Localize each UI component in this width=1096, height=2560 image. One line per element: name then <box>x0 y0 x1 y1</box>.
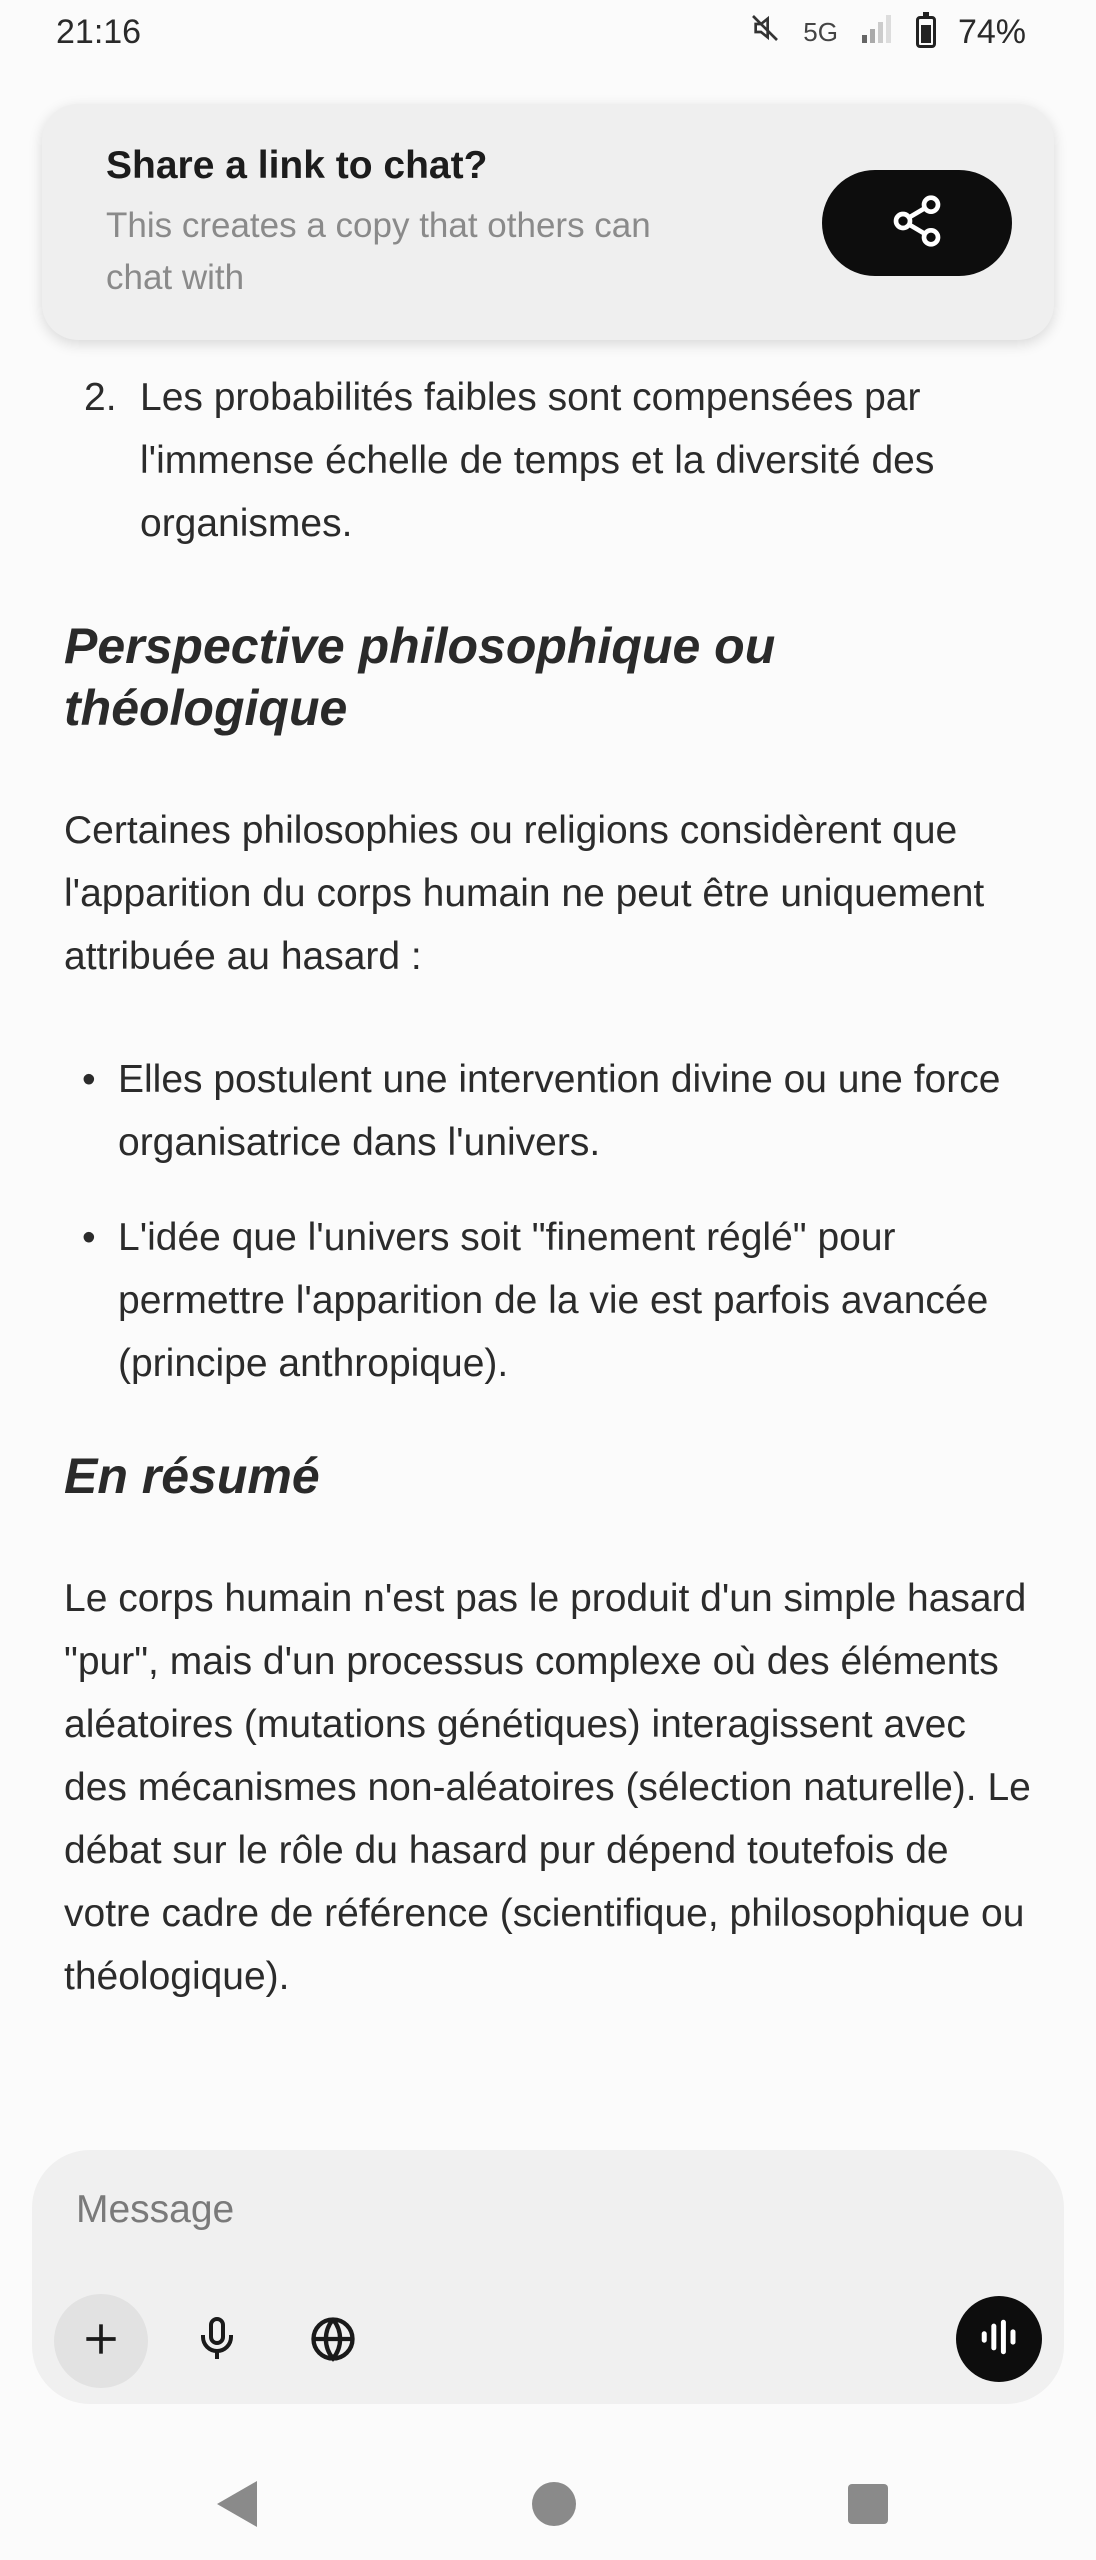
recents-icon <box>847 2483 889 2530</box>
heading-perspective: Perspective philosophique ou théologique <box>64 618 776 736</box>
message-input[interactable] <box>76 2188 976 2232</box>
heading-summary: En résumé <box>64 1448 320 1504</box>
voice-mode-icon <box>976 2314 1022 2365</box>
bullet-dot <box>64 1206 118 1395</box>
bullet-list <box>64 1048 1034 1395</box>
share-prompt-title: Share a link to chat? <box>106 144 488 187</box>
navigation-bar <box>0 2450 1096 2560</box>
bullet-text: L'idée que l'univers soit "finement réglé" pour permettre l'apparition de la vie est parfois avancée (principe anthropique). <box>118 1216 989 1385</box>
share-prompt-subtitle: This creates a copy that others can chat with <box>106 206 651 297</box>
bullet-dot <box>64 1048 118 1174</box>
paragraph-summary: Le corps humain n'est pas le produit d'un simple hasard "pur", mais d'un processus complexe où des éléments aléatoires (mutations génétiques) interagissent avec des mécanismes non-aléatoires (sélection naturelle). Le débat sur le rôle du hasard pur dépend toutefois de votre cadre de référence (scientifique, philosophique ou théologique). <box>64 1577 1031 1998</box>
paragraph-perspective: Certaines philosophies ou religions considèrent que l'apparition du corps humain ne peut être uniquement attribuée au hasard : <box>64 809 985 978</box>
share-icon <box>889 193 945 254</box>
voice-mode-button[interactable] <box>956 2296 1042 2382</box>
message-composer <box>32 2150 1064 2404</box>
share-link-prompt <box>42 104 1054 340</box>
battery-level: 74% <box>957 12 1026 51</box>
mute-icon <box>749 12 781 53</box>
globe-icon <box>307 2313 359 2370</box>
ordered-list-item <box>64 366 1034 555</box>
list-item-text: Les probabilités faibles sont compensées par l'immense échelle de temps et la diversité des organismes. <box>140 376 935 545</box>
list-number: 2. <box>84 376 117 419</box>
assistant-message <box>64 366 1034 2008</box>
home-icon <box>531 2481 577 2532</box>
dictation-button[interactable] <box>170 2294 264 2388</box>
list-item <box>64 1048 1034 1174</box>
status-time: 21:16 <box>56 12 142 51</box>
back-icon <box>213 2479 259 2534</box>
status-bar <box>0 0 1096 64</box>
bullet-text: Elles postulent une intervention divine ou une force organisatrice dans l'univers. <box>118 1058 1001 1164</box>
microphone-icon <box>193 2315 241 2368</box>
network-type: 5G <box>803 16 838 47</box>
list-item <box>64 1206 1034 1395</box>
add-attachment-button[interactable] <box>54 2294 148 2388</box>
signal-icon <box>860 13 894 52</box>
web-search-button[interactable] <box>286 2294 380 2388</box>
share-button[interactable] <box>822 170 1012 276</box>
home-button[interactable] <box>524 2476 584 2536</box>
status-icons <box>749 12 1026 53</box>
plus-icon <box>79 2317 123 2366</box>
back-button[interactable] <box>206 2476 266 2536</box>
battery-icon <box>916 16 936 48</box>
recents-button[interactable] <box>838 2476 898 2536</box>
